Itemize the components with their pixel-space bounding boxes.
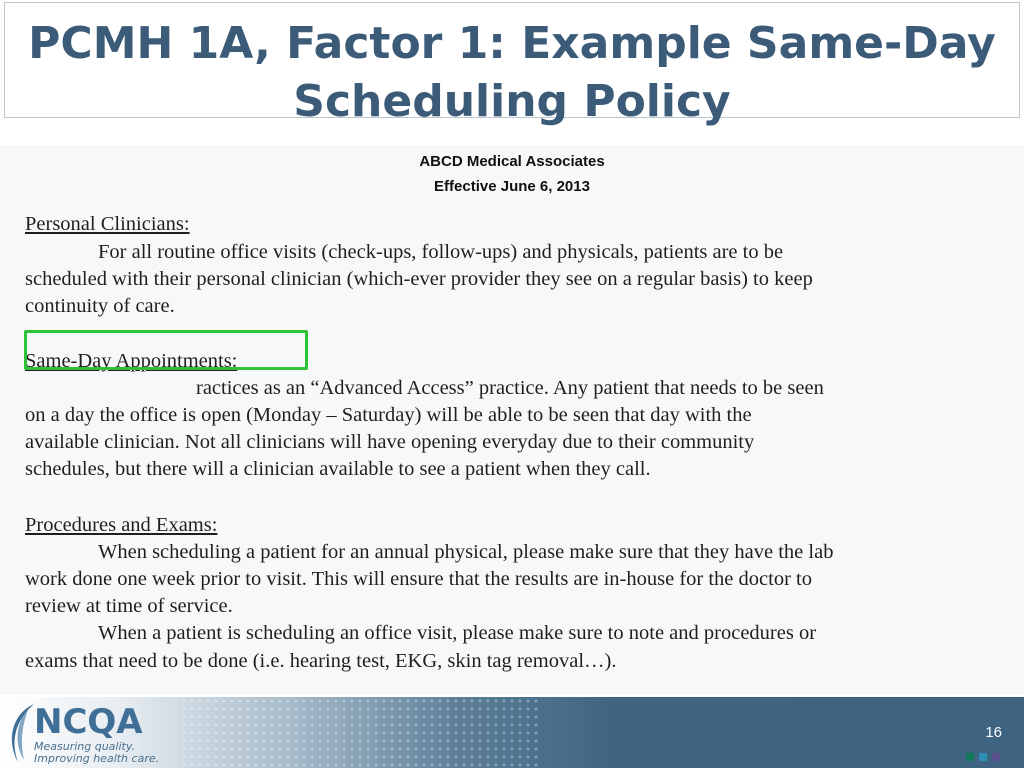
slide-title-line-2: Scheduling Policy <box>293 76 731 127</box>
same-day-line-1: ractices as an “Advanced Access” practice. Any patient that needs to be seen <box>196 377 824 399</box>
procedures-line-2: work done one week prior to visit. This will ensure that the results are in-house for the doctor to <box>25 568 812 590</box>
section-heading-personal: Personal Clinicians: <box>25 213 190 235</box>
personal-line-2: scheduled with their personal clinician (which-ever provider they see on a regular basis) to keep <box>25 268 813 290</box>
tagline-line-1: Measuring quality. <box>34 740 136 753</box>
highlight-box <box>24 330 308 370</box>
section-heading-procedures: Procedures and Exams: <box>25 514 218 536</box>
document-org-name: ABCD Medical Associates <box>419 153 605 170</box>
procedures-line-5: exams that need to be done (i.e. hearing test, EKG, skin tag removal…). <box>25 650 617 672</box>
personal-line-3: continuity of care. <box>25 295 175 317</box>
redacted-area <box>58 372 198 400</box>
section-heading-same-day: Same-Day Appointments: <box>25 350 238 372</box>
ncqa-logo-text: NCQA <box>34 702 143 742</box>
footer-pattern <box>180 697 540 768</box>
procedures-line-4: When a patient is scheduling an office visit, please make sure to note and procedures or <box>98 622 817 644</box>
procedures-line-1: When scheduling a patient for an annual physical, please make sure that they have the lab <box>98 541 834 563</box>
footer-square-1 <box>966 753 974 761</box>
footer-square-3 <box>992 753 1000 761</box>
document-effective-date: Effective June 6, 2013 <box>434 178 590 195</box>
page-number: 16 <box>985 724 1002 741</box>
same-day-line-2: on a day the office is open (Monday – Saturday) will be able to be seen that day with the <box>25 404 752 426</box>
tagline-line-2: Improving health care. <box>34 752 160 765</box>
procedures-line-3: review at time of service. <box>25 595 233 617</box>
personal-line-1: For all routine office visits (check-ups, follow-ups) and physicals, patients are to be <box>98 241 784 263</box>
slide-title-line-1: PCMH 1A, Factor 1: Example Same-Day <box>28 18 996 69</box>
same-day-line-4: schedules, but there will a clinician available to see a patient when they call. <box>25 458 651 480</box>
footer-square-2 <box>979 753 987 761</box>
same-day-line-3: available clinician. Not all clinicians will have opening everyday due to their community <box>25 431 755 453</box>
